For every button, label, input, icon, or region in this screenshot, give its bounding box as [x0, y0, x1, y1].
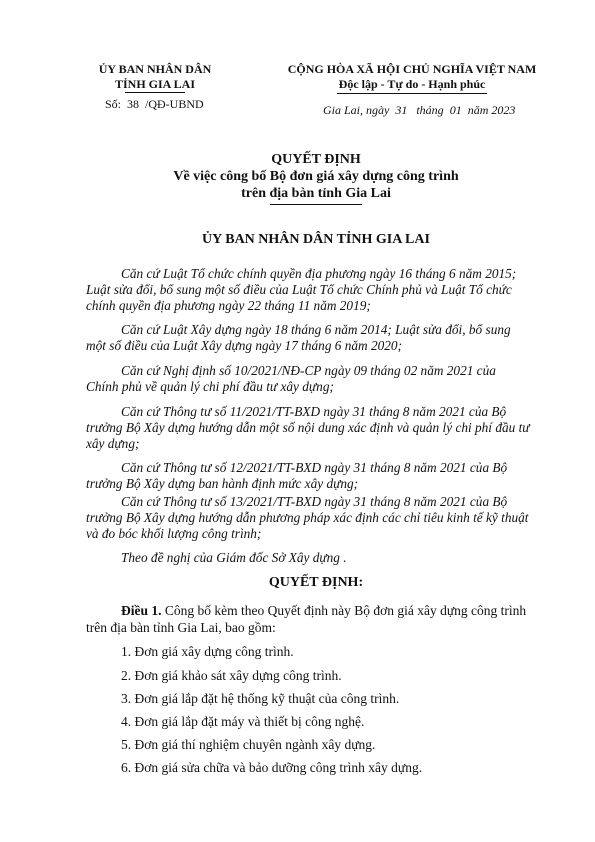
preamble-5-line-2: trưởng Bộ Xây dựng ban hành định mức xây dựng;: [86, 476, 359, 491]
date-year: năm 2023: [467, 103, 516, 117]
preamble-4-line-1: Căn cứ Thông tư số 11/2021/TT-BXD ngày 31 tháng 8 năm 2021 của Bộ: [121, 404, 507, 419]
national-title: CỘNG HÒA XÃ HỘI CHỦ NGHĨA VIỆT NAM: [287, 62, 537, 76]
preamble-3-line-2: Chính phủ về quản lý chi phí đầu tư xây dựng;: [86, 379, 334, 394]
document-heading: QUYẾT ĐỊNH: [271, 152, 361, 167]
list-item: 1. Đơn giá xây dựng công trình.: [121, 644, 294, 659]
motto-underline: [337, 93, 487, 94]
preamble-6-line-2: trưởng Bộ Xây dựng hướng dẫn phương pháp xác định các chỉ tiêu kinh tế kỹ thuật: [86, 510, 529, 525]
list-item: 2. Đơn giá khảo sát xây dựng công trình.: [121, 668, 342, 683]
date-month: 01: [449, 103, 462, 117]
doc-number-suffix: /QĐ-UBND: [145, 97, 204, 111]
preamble-3-line-1: Căn cứ Nghị định số 10/2021/NĐ-CP ngày 09 tháng 02 năm 2021 của: [121, 363, 496, 378]
list-item: 6. Đơn giá sửa chữa và bảo dưỡng công trình xây dựng.: [121, 760, 423, 775]
list-item: 5. Đơn giá thí nghiệm chuyên ngành xây dựng.: [121, 737, 376, 752]
preamble-1-line-2: Luật sửa đổi, bổ sung một số điều của Luật Tổ chức Chính phủ và Luật Tổ chức: [86, 282, 512, 297]
list-item: 4. Đơn giá lắp đặt máy và thiết bị công nghệ.: [121, 714, 365, 729]
document-number: [105, 97, 204, 112]
article-1-line-1: [121, 603, 526, 619]
issuing-authority-line1: ỦY BAN NHÂN DÂN: [98, 62, 212, 76]
date-month-label: tháng: [416, 103, 444, 117]
preamble-4-line-2: trưởng Bộ Xây dựng hướng dẫn một số nội dung xác định và quản lý chi phí đầu tư: [86, 420, 530, 435]
decision-heading: QUYẾT ĐỊNH:: [268, 575, 364, 590]
preamble-2-line-1: Căn cứ Luật Xây dựng ngày 18 tháng 6 năm 2014; Luật sửa đổi, bổ sung: [121, 322, 511, 337]
article-1-text-1: Công bố kèm theo Quyết định này Bộ đơn giá xây dựng công trình: [164, 603, 527, 618]
doc-number-value: 38: [127, 97, 140, 111]
preamble-6-line-3: và đo bóc khối lượng công trình;: [86, 526, 262, 541]
issue-date: [323, 103, 515, 118]
preamble-paragraph-4: [86, 404, 530, 452]
left-header-underline: [125, 92, 185, 93]
preamble-6-line-1: Căn cứ Thông tư số 13/2021/TT-BXD ngày 31 tháng 8 năm 2021 của Bộ: [121, 494, 508, 509]
preamble-5-line-1: Căn cứ Thông tư số 12/2021/TT-BXD ngày 31 tháng 8 năm 2021 của Bộ: [121, 460, 508, 475]
document-subject-line2: trên địa bàn tỉnh Gia Lai: [241, 186, 391, 201]
national-motto: Độc lập - Tự do - Hạnh phúc: [338, 77, 486, 91]
preamble-2-line-2: một số điều của Luật Xây dựng ngày 17 tháng 6 năm 2020;: [86, 338, 403, 353]
preamble-7-line-1: Theo đề nghị của Giám đốc Sở Xây dựng .: [121, 550, 347, 565]
preamble-paragraph-3: [86, 363, 496, 395]
document-subject-line1: Về việc công bố Bộ đơn giá xây dựng công trình: [173, 169, 459, 184]
date-prefix: Gia Lai, ngày: [323, 103, 390, 117]
preamble-paragraph-5: [86, 460, 507, 492]
date-day: 31: [395, 103, 408, 117]
article-1-line-2: trên địa bàn tỉnh Gia Lai, bao gồm:: [86, 620, 276, 635]
preamble-paragraph-1: [86, 266, 516, 314]
doc-number-label: Số:: [105, 97, 122, 111]
preamble-paragraph-6: [86, 494, 528, 542]
list-item: 3. Đơn giá lắp đặt hệ thống kỹ thuật của công trình.: [121, 691, 400, 706]
issuing-authority-line2: TỈNH GIA LAI: [114, 77, 196, 91]
article-1-label: Điều 1.: [121, 603, 162, 618]
preamble-paragraph-2: [86, 322, 511, 354]
preamble-1-line-1: Căn cứ Luật Tổ chức chính quyền địa phương ngày 16 tháng 6 năm 2015;: [121, 266, 517, 281]
preamble-1-line-3: chính quyền địa phương ngày 22 tháng 11 năm 2019;: [86, 298, 371, 313]
preamble-4-line-3: xây dựng;: [86, 436, 140, 451]
subject-underline: [270, 204, 362, 205]
authority-heading: ỦY BAN NHÂN DÂN TỈNH GIA LAI: [202, 232, 430, 247]
preamble-paragraph-7: [86, 550, 347, 566]
